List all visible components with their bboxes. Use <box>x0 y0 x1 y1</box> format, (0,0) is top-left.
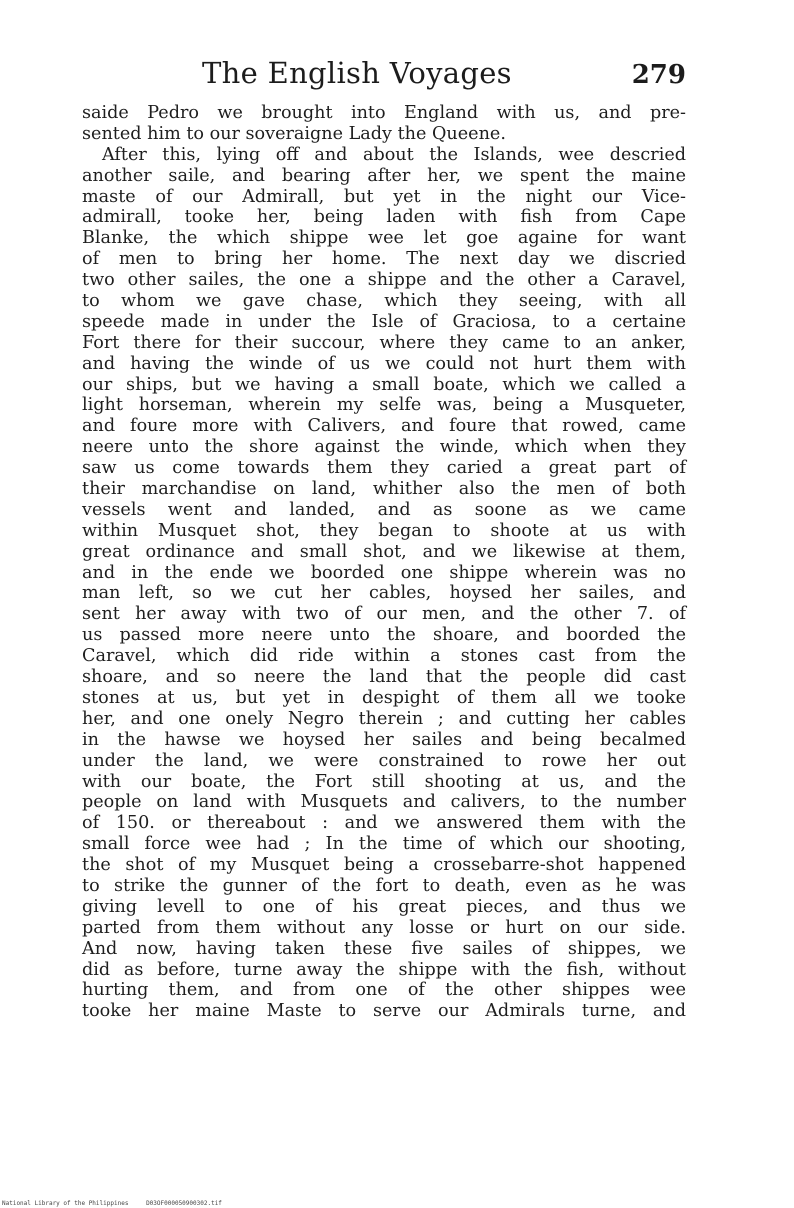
text-line: sent her away with two of our men, and the other 7. of <box>82 604 686 625</box>
text-line: Caravel, which did ride within a stones cast from the <box>82 646 686 667</box>
text-line: to strike the gunner of the fort to death, even as he was <box>82 875 686 896</box>
text-line: of 150. or thereabout : and we answered them with the <box>82 813 686 834</box>
text-line: tooke her maine Maste to serve our Admirals turne, and <box>82 1001 686 1022</box>
text-line: stones at us, but yet in despight of them all we tooke <box>82 687 686 708</box>
text-line: saide Pedro we brought into England with us, and pre- <box>82 103 686 123</box>
text-line: people on land with Musquets and calivers, to the number <box>82 792 686 813</box>
text-line: small force wee had ; In the time of which our shooting, <box>82 834 686 855</box>
text-line: parted from them without any losse or hurt on our side. <box>82 917 686 938</box>
text-line: to whom we gave chase, which they seeing, with all <box>82 291 686 312</box>
text-line: speede made in under the Isle of Graciosa, to a certaine <box>82 311 686 332</box>
text-line: Fort there for their succour, where they came to an anker, <box>82 332 686 353</box>
text-line: man left, so we cut her cables, hoysed her sailes, and <box>82 583 686 604</box>
text-line: two other sailes, the one a shippe and the other a Caravel, <box>82 270 686 291</box>
text-line: admirall, tooke her, being laden with fish from Cape <box>82 207 686 228</box>
text-line: saw us come towards them they caried a great part of <box>82 458 686 479</box>
running-head <box>82 56 686 96</box>
text-line: hurting them, and from one of the other shippes wee <box>82 980 686 1001</box>
text-line: the shot of my Musquet being a crossebarre-shot happened <box>82 855 686 876</box>
running-title: The English Voyages <box>202 56 512 90</box>
text-line: sented him to our soveraigne Lady the Queene. <box>82 123 506 144</box>
text-line: us passed more neere unto the shoare, and boorded the <box>82 625 686 646</box>
text-line: our ships, but we having a small boate, which we called a <box>82 374 686 395</box>
text-line: another saile, and bearing after her, we spent the maine <box>82 165 686 186</box>
file-identifier: D03OF000050900302.tif <box>146 1200 222 1207</box>
scan-footer <box>2 1200 222 1208</box>
text-line: neere unto the shore against the winde, which when they <box>82 437 686 458</box>
text-line: great ordinance and small shot, and we likewise at them, <box>82 541 686 562</box>
text-line: maste of our Admirall, but yet in the night our Vice- <box>82 186 686 207</box>
text-line: did as before, turne away the shippe with the fish, without <box>82 959 686 980</box>
library-credit: National Library of the Philippines <box>2 1200 129 1207</box>
text-line: vessels went and landed, and as soone as we came <box>82 499 686 520</box>
page-number: 279 <box>631 60 686 90</box>
text-line: And now, having taken these five sailes of shippes, we <box>82 938 686 959</box>
text-line: and foure more with Calivers, and foure that rowed, came <box>82 416 686 437</box>
text-line: and in the ende we boorded one shippe wherein was no <box>82 562 686 583</box>
text-line: their marchandise on land, whither also the men of both <box>82 479 686 500</box>
text-line: and having the winde of us we could not hurt them with <box>82 353 686 374</box>
text-line: of men to bring her home. The next day we discried <box>82 249 686 270</box>
text-line: in the hawse we hoysed her sailes and being becalmed <box>82 729 686 750</box>
text-line: light horseman, wherein my selfe was, being a Musqueter, <box>82 395 686 416</box>
text-line: within Musquet shot, they began to shoote at us with <box>82 520 686 541</box>
text-line: with our boate, the Fort still shooting at us, and the <box>82 771 686 792</box>
text-line: After this, lying off and about the Islands, wee descried <box>102 144 686 165</box>
text-line: shoare, and so neere the land that the people did cast <box>82 667 686 688</box>
text-line: her, and one onely Negro therein ; and cutting her cables <box>82 708 686 729</box>
text-line: Blanke, the which shippe wee let goe againe for want <box>82 228 686 249</box>
text-line: giving levell to one of his great pieces, and thus we <box>82 896 686 917</box>
text-line: under the land, we were constrained to rowe her out <box>82 750 686 771</box>
body-text <box>82 103 686 1022</box>
